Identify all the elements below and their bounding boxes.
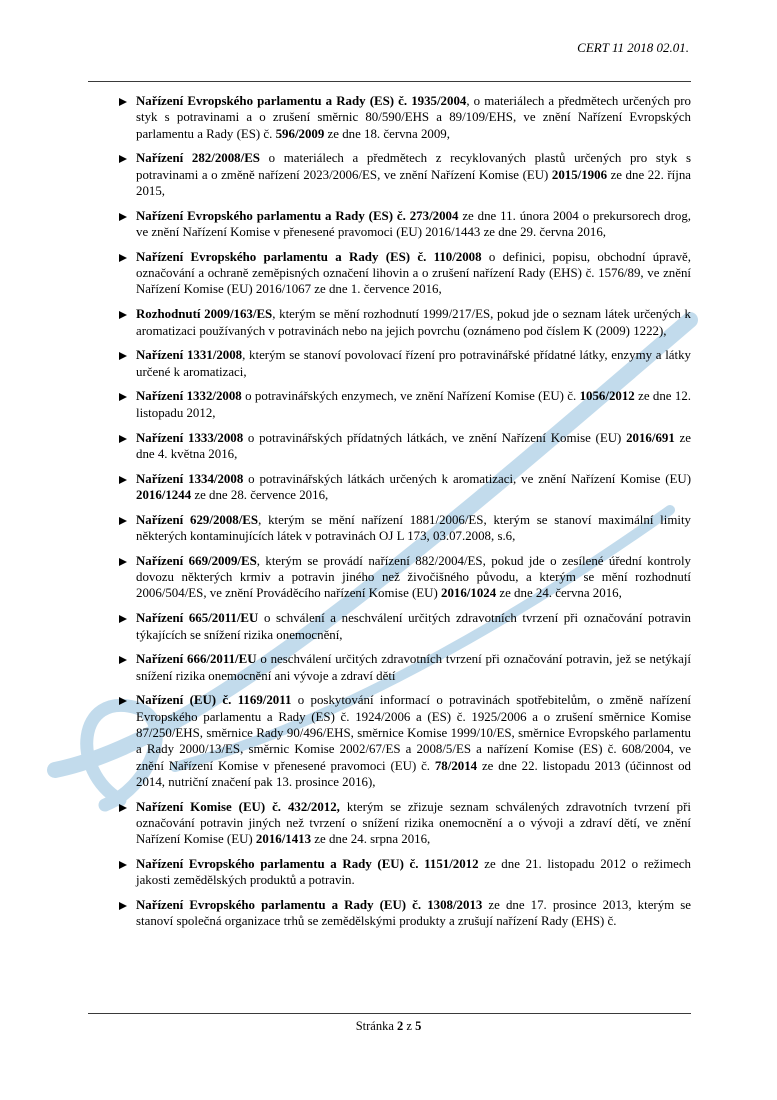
page-number-label: Stránka [355,1019,394,1033]
arrow-bullet-icon [119,514,136,530]
arrow-bullet-icon [119,251,136,267]
regulation-text: Nařízení 1334/2008 o potravinářských látkách určených k aromatizaci, ve znění Nařízení Komise (EU) 2016/1244 ze dne 28. července 2016, [136,471,691,502]
regulation-text: Nařízení Evropského parlamentu a Rady (ES) č. 110/2008 o definici, popisu, obchodní úpravě, označování a ochraně zeměpisných označení lihovin a o zrušení nařízení Rady (EHS) č. 1576/89, ve znění Nařízení Komise (EU) 2016/1067 ze dne 1. července 2016, [136,249,691,297]
list-item [88,430,691,463]
arrow-bullet-icon [119,95,136,111]
list-item [88,553,691,602]
list-item [88,471,691,504]
list-item [88,610,691,643]
list-item [88,799,691,848]
list-item [88,306,691,339]
regulation-text: Nařízení (EU) č. 1169/2011 o poskytování informací o potravinách spotřebitelům, o změně nařízení Evropského parlamentu a Rady (ES) č. 1924/2006 a (ES) č. 1925/2006 a o zrušení směrnice Komise 87/250/EHS, směrnice Rady 90/496/EHS, směrnice Komise 1999/10/ES, směrnice Evropského parlamentu a Rady 2000/13/ES, směrnic Komise 2002/67/ES a 2008/5/ES a nařízení Komise (ES) č. 608/2004, ve znění Nařízení Komise v přenesené pravomoci (EU) č. 78/2014 ze dne 22. listopadu 2013 (účinnost od 2014, nutriční značení pak 13. prosince 2016), [136,693,691,789]
arrow-bullet-icon [119,653,136,669]
regulation-text: Nařízení 1333/2008 o potravinářských přídatných látkách, ve znění Nařízení Komise (EU) 2016/691 ze dne 4. května 2016, [136,430,691,461]
regulation-text: Nařízení Komise (EU) č. 432/2012, kterým se zřizuje seznam schválených zdravotních tvrzení při označování potravin jiných než tvrzení o snížení rizika onemocnění a o vývoji a zdraví dětí, ve znění Nařízení Komise (EU) 2016/1413 ze dne 24. srpna 2016, [136,799,692,847]
total-page-number: 5 [415,1019,422,1033]
page-number [0,1019,777,1034]
regulation-text: Nařízení 1331/2008, kterým se stanoví povolovací řízení pro potravinářské přídatné látky, enzymy a látky určené k aromatizaci, [136,348,691,379]
arrow-bullet-icon [119,694,136,710]
regulation-text: Nařízení 282/2008/ES o materiálech a předmětech z recyklovaných plastů určených pro styk s potravinami a o změně nařízení 2023/2006/ES, ve znění Nařízení Komise (EU) 2015/1906 ze dne 22. října 2015, [136,151,691,198]
list-item [88,93,691,142]
arrow-bullet-icon [119,210,136,226]
regulation-text: Nařízení Evropského parlamentu a Rady (EU) č. 1308/2013 ze dne 17. prosince 2013, kterým se stanoví společná organizace trhů se zemědělskými produkty a zrušují nařízení Rady (EHS) č. [136,898,692,929]
arrow-bullet-icon [119,432,136,448]
regulation-list [88,93,691,938]
list-item [88,651,691,684]
list-item [88,347,691,380]
document-code: CERT 11 2018 02.01. [577,40,689,55]
arrow-bullet-icon [119,473,136,489]
list-item [88,388,691,421]
footer-divider [88,1013,691,1014]
regulation-text: Nařízení Evropského parlamentu a Rady (ES) č. 273/2004 ze dne 11. února 2004 o prekursorech drog, ve znění Nařízení Komise v přenesené pravomoci (EU) 2016/1443 ze dne 29. června 2016, [136,208,691,240]
list-item [88,249,691,298]
regulation-text: Nařízení 1332/2008 o potravinářských enzymech, ve znění Nařízení Komise (EU) č. 1056/2012 ze dne 12. listopadu 2012, [136,389,691,420]
arrow-bullet-icon [119,308,136,324]
arrow-bullet-icon [119,152,136,168]
arrow-bullet-icon [119,858,136,874]
list-item [88,856,691,889]
arrow-bullet-icon [119,390,136,406]
list-item [88,897,691,930]
arrow-bullet-icon [119,555,136,571]
regulation-text: Nařízení 669/2009/ES, kterým se provádí nařízení 882/2004/ES, pokud jde o zesílené úřední kontroly dovozu některých krmiv a potravin jiného než živočišného původu, a kterým se mění rozhodnutí 2006/504/ES, ve znění Prováděcího nařízení Komise (EU) 2016/1024 ze dne 24. června 2016, [136,553,691,601]
arrow-bullet-icon [119,349,136,365]
arrow-bullet-icon [119,612,136,628]
page-number-separator: z [406,1019,412,1033]
regulation-text: Nařízení 629/2008/ES, kterým se mění nařízení 1881/2006/ES, kterým se stanoví maximální limity některých kontaminujících látek v potravinách OJ L 173, 03.07.2008, s.6, [136,512,691,544]
arrow-bullet-icon [119,801,136,817]
page-header [577,40,689,56]
regulation-text: Nařízení Evropského parlamentu a Rady (ES) č. 1935/2004, o materiálech a předmětech určených pro styk s potravinami a o zrušení směrnic 80/590/EHS a 89/109/EHS, ve znění Nařízení Evropských parlamentu a Rady (ES) č. 596/2009 ze dne 18. června 2009, [136,94,692,141]
regulation-text: Nařízení Evropského parlamentu a Rady (EU) č. 1151/2012 ze dne 21. listopadu 2012 o režimech jakosti zemědělských produktů a potravin. [136,857,691,888]
current-page-number: 2 [397,1019,404,1033]
regulation-text: Rozhodnutí 2009/163/ES, kterým se mění rozhodnutí 1999/217/ES, pokud jde o seznam látek určených k aromatizaci používaných v potravinách nebo na jejich povrchu (oznámeno pod číslem K (2009) 1222), [136,307,691,338]
header-divider [88,81,691,82]
list-item [88,692,691,790]
arrow-bullet-icon [119,899,136,915]
regulation-text: Nařízení 665/2011/EU o schválení a neschválení určitých zdravotních tvrzení při označování potravin týkajících se snížení rizika onemocnění, [136,611,691,642]
list-item [88,512,691,545]
list-item [88,150,691,199]
regulation-text: Nařízení 666/2011/EU o neschválení určitých zdravotních tvrzení při označování potravin, jež se netýkají snížení rizika onemocnění ani vývoje a zdraví dětí [136,652,691,683]
list-item [88,208,691,241]
